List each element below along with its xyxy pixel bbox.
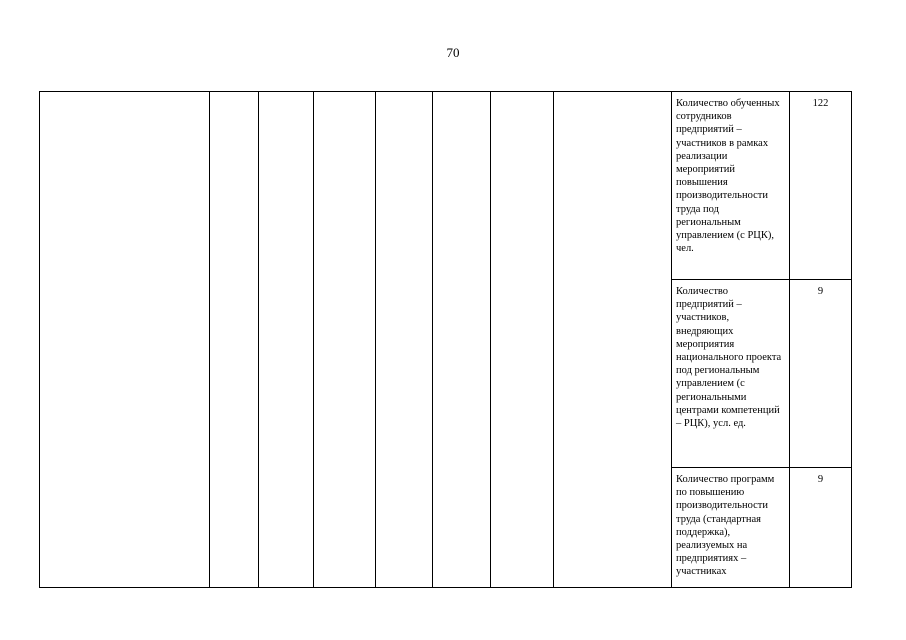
empty-cell [491,92,554,588]
value-cell: 122 [790,92,852,280]
value-cell: 9 [790,280,852,468]
indicators-table [39,91,852,588]
indicator-cell: Количество программ по повышению производительности труда (стандартная поддержка), реализуемых на предприятиях – участниках [672,468,790,588]
table-row [40,92,852,280]
indicator-cell: Количество предприятий – участников, внедряющих мероприятия национального проекта под региональным управлением (с региональными центрами компетенций – РЦК), усл. ед. [672,280,790,468]
value-cell: 9 [790,468,852,588]
empty-cell [376,92,433,588]
empty-cell [259,92,314,588]
empty-cell [314,92,376,588]
empty-cell [554,92,672,588]
indicator-cell: Количество обученных сотрудников предприятий – участников в рамках реализации мероприятий повышения производительности труда под региональным управлением (с РЦК), чел. [672,92,790,280]
empty-cell [210,92,259,588]
empty-cell [433,92,491,588]
page-number: 70 [446,45,460,60]
empty-cell [40,92,210,588]
